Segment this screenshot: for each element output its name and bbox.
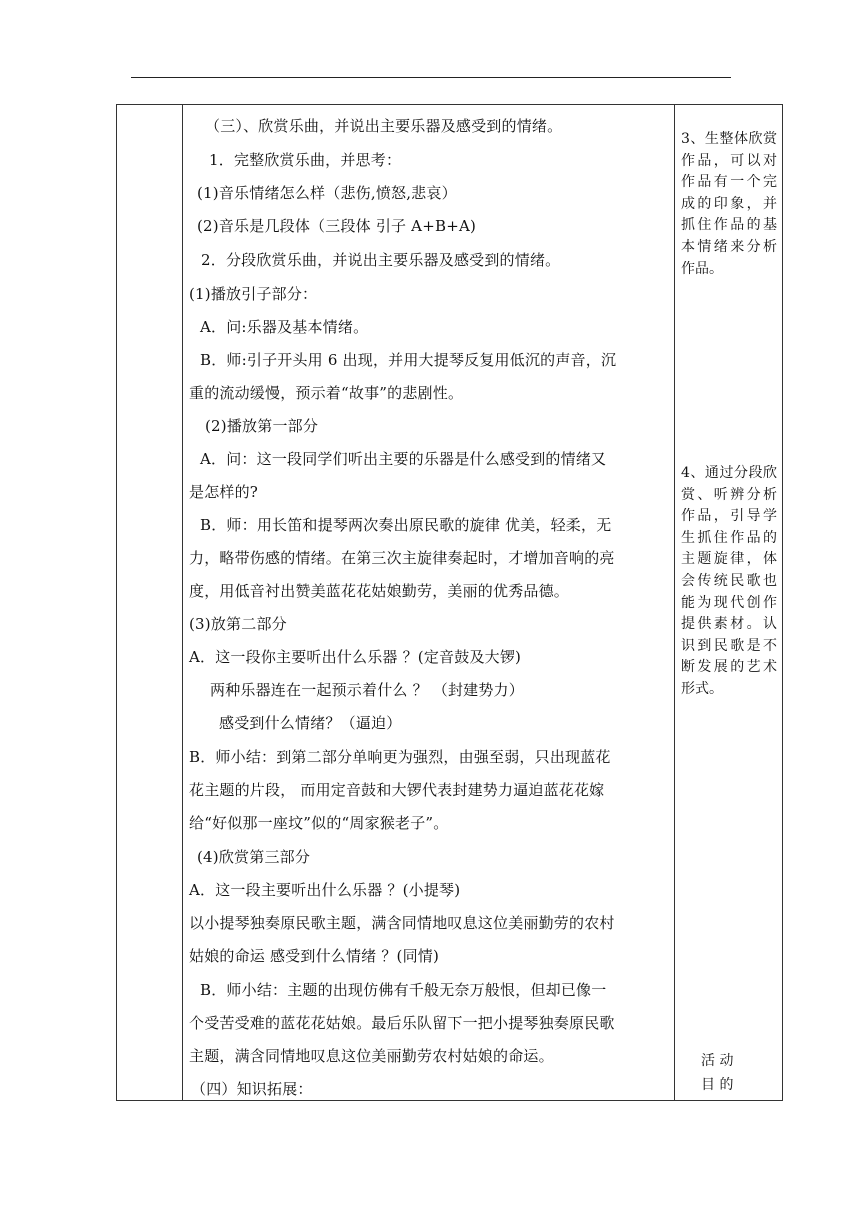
process-line: 主题，满含同情地叹息这位美丽勤劳农村姑娘的命运。 <box>189 1047 554 1065</box>
process-line: 以小提琴独奏原民歌主题，满含同情地叹息这位美丽勤劳的农村 <box>189 914 615 932</box>
process-line: B．师：用长笛和提琴两次奏出原民歌的旋律 优美，轻柔，无 <box>200 516 612 534</box>
process-line: 两种乐器连在一起预示着什么 ？ （封建势力） <box>210 681 524 699</box>
process-line: (1)音乐情绪怎么样（悲伤,愤怒,悲哀） <box>197 184 457 202</box>
teaching-process-cell <box>183 105 675 1101</box>
process-line: 姑娘的命运 感受到什么情绪 ？(同情) <box>189 947 440 965</box>
process-line: 2．分段欣赏乐曲，并说出主要乐器及感受到的情绪。 <box>201 251 561 269</box>
process-line: 给“好似那一座坟”似的“周家猴老子”。 <box>189 814 449 832</box>
process-line: (2)音乐是几段体（三段体 引子 A+B+A) <box>197 217 477 235</box>
process-line: A．问:乐器及基本情绪。 <box>200 318 369 336</box>
table-row <box>117 105 783 1101</box>
process-line: 重的流动缓慢，预示着“故事”的悲剧性。 <box>189 384 464 402</box>
process-line: 力，略带伤感的情绪。在第三次主旋律奏起时，才增加音响的亮 <box>189 549 615 567</box>
process-line: B．师小结：主题的出现仿佛有千般无奈万般恨，但却已像一 <box>200 981 607 999</box>
process-line: (1)播放引子部分： <box>189 285 318 303</box>
purpose-note-3: 3、生整体欣赏作品，可以对作品有一个完成的印象，并抓住作品的基本情绪来分析作品。 <box>681 131 777 277</box>
process-line: B．师:引子开头用 6 出现，并用大提琴反复用低沉的声音，沉 <box>200 351 617 369</box>
process-line: 花主题的片段， 而用定音鼓和大锣代表封建势力逼迫蓝花花嫁 <box>189 781 605 799</box>
activity-purpose-label-line2: 目 的 <box>701 1077 734 1093</box>
process-line: A．这一段你主要听出什么乐器 ？(定音鼓及大锣) <box>189 648 522 666</box>
process-line: (3)放第二部分 <box>189 615 287 633</box>
process-line: A．问：这一段同学们听出主要的乐器是什么感受到的情绪又 <box>200 450 607 468</box>
purpose-note-4: 4、通过分段欣赏、听辨分析作品，引导学生抓住作品的主题旋律，体会传统民歌也能为现代创作提供素材。认识到民歌是不断发展的艺术形式。 <box>681 465 777 697</box>
process-line: 1．完整欣赏乐曲，并思考： <box>209 151 402 169</box>
process-line: A．这一段主要听出什么乐器 ？(小提琴) <box>189 881 461 899</box>
process-line: (2)播放第一部分 <box>205 417 319 435</box>
process-line: (4)欣赏第三部分 <box>197 848 311 866</box>
lesson-plan-table <box>116 104 783 1101</box>
process-line: （三）、欣赏乐曲，并说出主要乐器及感受到的情绪。 <box>205 117 563 135</box>
purpose-cell <box>675 105 783 1101</box>
process-line: 度，用低音衬出赞美蓝花花姑娘勤劳，美丽的优秀品德。 <box>189 582 570 600</box>
process-line: 个受苦受难的蓝花花姑娘。最后乐队留下一把小提琴独奏原民歌 <box>189 1014 615 1032</box>
process-line: 是怎样的? <box>189 483 259 501</box>
process-line: 感受到什么情绪？（逼迫） <box>219 714 402 732</box>
process-line: B．师小结：到第二部分单响更为强烈，由强至弱，只出现蓝花 <box>189 748 611 766</box>
process-line: （四）知识拓展： <box>191 1080 313 1098</box>
left-empty-cell <box>117 105 183 1101</box>
header-rule <box>131 77 731 78</box>
activity-purpose-label-line1: 活 动 <box>701 1053 734 1069</box>
